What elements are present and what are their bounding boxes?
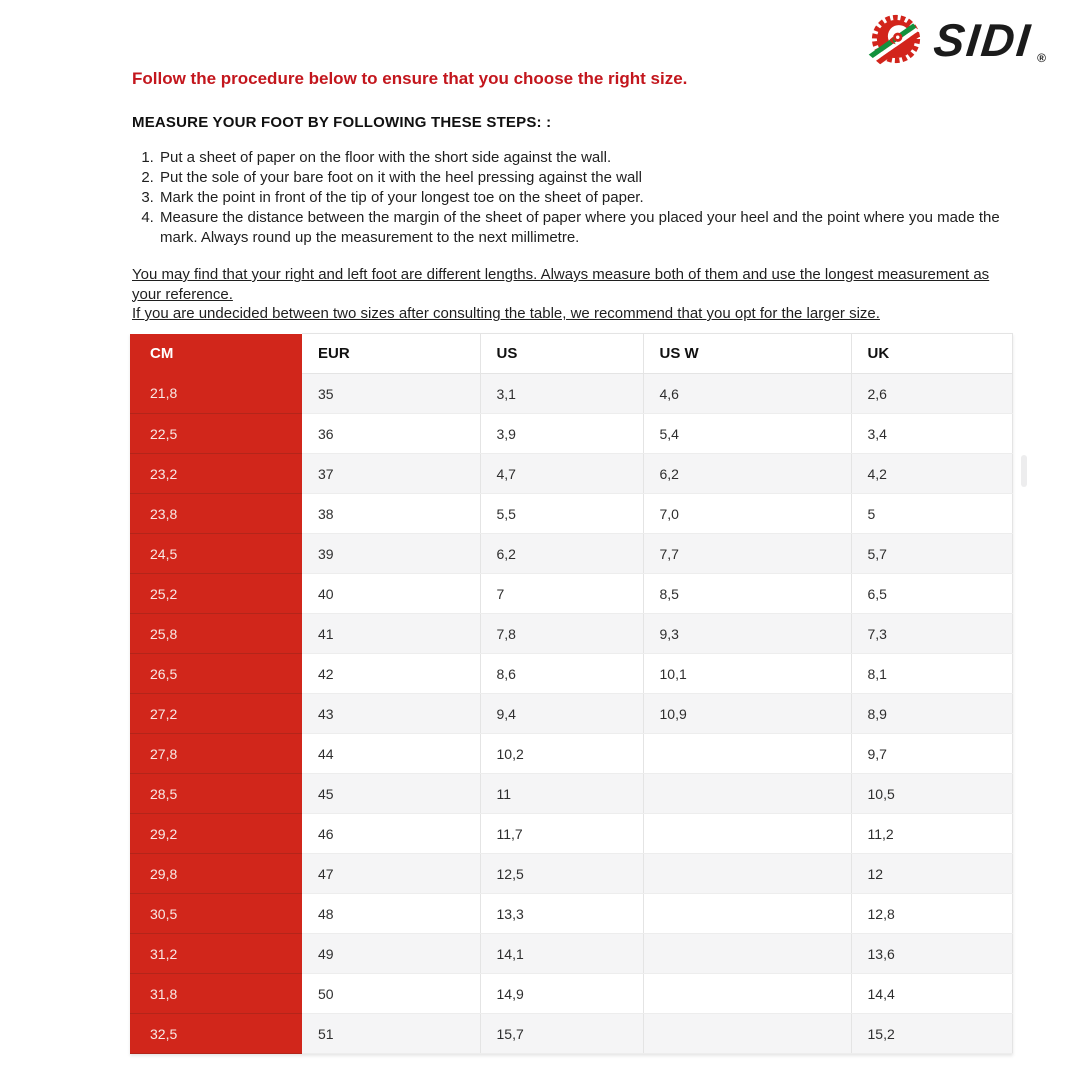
cell: 36 [302, 414, 480, 454]
cell: 4,6 [643, 374, 851, 414]
cell: 12,5 [480, 854, 643, 894]
cell: 7,7 [643, 534, 851, 574]
cell: 2,6 [851, 374, 1012, 414]
cell [643, 814, 851, 854]
table-row [130, 374, 1012, 414]
cell-cm: 31,8 [130, 974, 302, 1014]
sidi-logo-wordmark: SIDI [930, 14, 1034, 66]
table-row [130, 614, 1012, 654]
cell: 10,9 [643, 694, 851, 734]
cell: 14,9 [480, 974, 643, 1014]
sidi-logo[interactable] [866, 6, 1046, 68]
scrollbar-hint[interactable] [1021, 455, 1027, 487]
cell: 50 [302, 974, 480, 1014]
cell: 40 [302, 574, 480, 614]
table-row [130, 494, 1012, 534]
cell: 6,2 [643, 454, 851, 494]
cell: 8,1 [851, 654, 1012, 694]
cell: 13,6 [851, 934, 1012, 974]
column-header-uk: UK [851, 334, 1012, 374]
table-row [130, 894, 1012, 934]
cell: 37 [302, 454, 480, 494]
table-row [130, 694, 1012, 734]
cell: 10,5 [851, 774, 1012, 814]
cell: 14,1 [480, 934, 643, 974]
cell: 51 [302, 1014, 480, 1054]
cell-cm: 27,2 [130, 694, 302, 734]
cell: 7,0 [643, 494, 851, 534]
cell: 42 [302, 654, 480, 694]
cell: 5,7 [851, 534, 1012, 574]
cell: 5,4 [643, 414, 851, 454]
cell: 9,4 [480, 694, 643, 734]
table-row [130, 1014, 1012, 1054]
registered-trademark-symbol: ® [1037, 51, 1046, 65]
cell-cm: 28,5 [130, 774, 302, 814]
table-row [130, 934, 1012, 974]
cell [643, 974, 851, 1014]
cell: 4,7 [480, 454, 643, 494]
table-row [130, 454, 1012, 494]
cell-cm: 24,5 [130, 534, 302, 574]
measurement-steps-list [132, 148, 1030, 248]
cell: 15,7 [480, 1014, 643, 1054]
advice-notes [132, 265, 1010, 324]
cell-cm: 26,5 [130, 654, 302, 694]
cell: 8,9 [851, 694, 1012, 734]
column-header-us-w: US W [643, 334, 851, 374]
note-larger-size: If you are undecided between two sizes after consulting the table, we recommend that you opt for the larger size. [132, 305, 880, 322]
note-measure-both-feet: You may find that your right and left foot are different lengths. Always measure both of them and use the longest measurement as your reference. [132, 266, 990, 303]
cell: 15,2 [851, 1014, 1012, 1054]
cell [643, 894, 851, 934]
cell-cm: 21,8 [130, 374, 302, 414]
cell: 7,3 [851, 614, 1012, 654]
table-row [130, 774, 1012, 814]
cell [643, 734, 851, 774]
cell: 38 [302, 494, 480, 534]
cell: 6,5 [851, 574, 1012, 614]
cell-cm: 25,8 [130, 614, 302, 654]
cell-cm: 29,2 [130, 814, 302, 854]
cell: 8,6 [480, 654, 643, 694]
cell-cm: 23,8 [130, 494, 302, 534]
column-header-cm: CM [130, 334, 302, 374]
step-item-2: 2. Put the sole of your bare foot on it with the heel pressing against the wall [158, 168, 1030, 188]
cell: 9,7 [851, 734, 1012, 774]
cell: 11 [480, 774, 643, 814]
cell: 6,2 [480, 534, 643, 574]
cell: 14,4 [851, 974, 1012, 1014]
cell: 44 [302, 734, 480, 774]
cell [643, 774, 851, 814]
cell-cm: 23,2 [130, 454, 302, 494]
cell: 46 [302, 814, 480, 854]
cell: 49 [302, 934, 480, 974]
cell: 45 [302, 774, 480, 814]
cell: 41 [302, 614, 480, 654]
table-row [130, 974, 1012, 1014]
cell: 10,2 [480, 734, 643, 774]
cell: 12,8 [851, 894, 1012, 934]
step-item-4: 4. Measure the distance between the margin of the sheet of paper where you placed your heel and the point where you made the mark. Always round up the measurement to the next millimetre. [158, 208, 1030, 247]
cell: 10,1 [643, 654, 851, 694]
cell-cm: 31,2 [130, 934, 302, 974]
cell: 9,3 [643, 614, 851, 654]
step-item-3: 3. Mark the point in front of the tip of your longest toe on the sheet of paper. [158, 188, 1030, 208]
cell: 47 [302, 854, 480, 894]
cell: 5,5 [480, 494, 643, 534]
table-row [130, 734, 1012, 774]
cell: 3,9 [480, 414, 643, 454]
steps-title: MEASURE YOUR FOOT BY FOLLOWING THESE STEPS: : [132, 114, 552, 131]
table-row [130, 654, 1012, 694]
cell-cm: 22,5 [130, 414, 302, 454]
sidi-swirl-icon [866, 10, 926, 68]
cell [643, 934, 851, 974]
size-table-body [130, 374, 1012, 1054]
cell-cm: 30,5 [130, 894, 302, 934]
cell: 5 [851, 494, 1012, 534]
cell: 35 [302, 374, 480, 414]
cell: 3,4 [851, 414, 1012, 454]
size-table [130, 333, 1013, 1054]
table-row [130, 854, 1012, 894]
cell-cm: 27,8 [130, 734, 302, 774]
cell: 7,8 [480, 614, 643, 654]
cell-cm: 25,2 [130, 574, 302, 614]
cell: 11,7 [480, 814, 643, 854]
cell: 43 [302, 694, 480, 734]
column-header-eur: EUR [302, 334, 480, 374]
table-row [130, 814, 1012, 854]
cell: 13,3 [480, 894, 643, 934]
cell: 11,2 [851, 814, 1012, 854]
table-row [130, 574, 1012, 614]
cell-cm: 32,5 [130, 1014, 302, 1054]
cell [643, 1014, 851, 1054]
cell: 4,2 [851, 454, 1012, 494]
cell: 7 [480, 574, 643, 614]
cell: 8,5 [643, 574, 851, 614]
cell: 39 [302, 534, 480, 574]
size-table-header-row [130, 334, 1012, 374]
cell-cm: 29,8 [130, 854, 302, 894]
cell: 48 [302, 894, 480, 934]
step-item-1: 1. Put a sheet of paper on the floor with the short side against the wall. [158, 148, 1030, 168]
table-row [130, 414, 1012, 454]
cell: 12 [851, 854, 1012, 894]
cell: 3,1 [480, 374, 643, 414]
table-row [130, 534, 1012, 574]
cell [643, 854, 851, 894]
page-headline: Follow the procedure below to ensure that you choose the right size. [132, 69, 688, 88]
column-header-us: US [480, 334, 643, 374]
